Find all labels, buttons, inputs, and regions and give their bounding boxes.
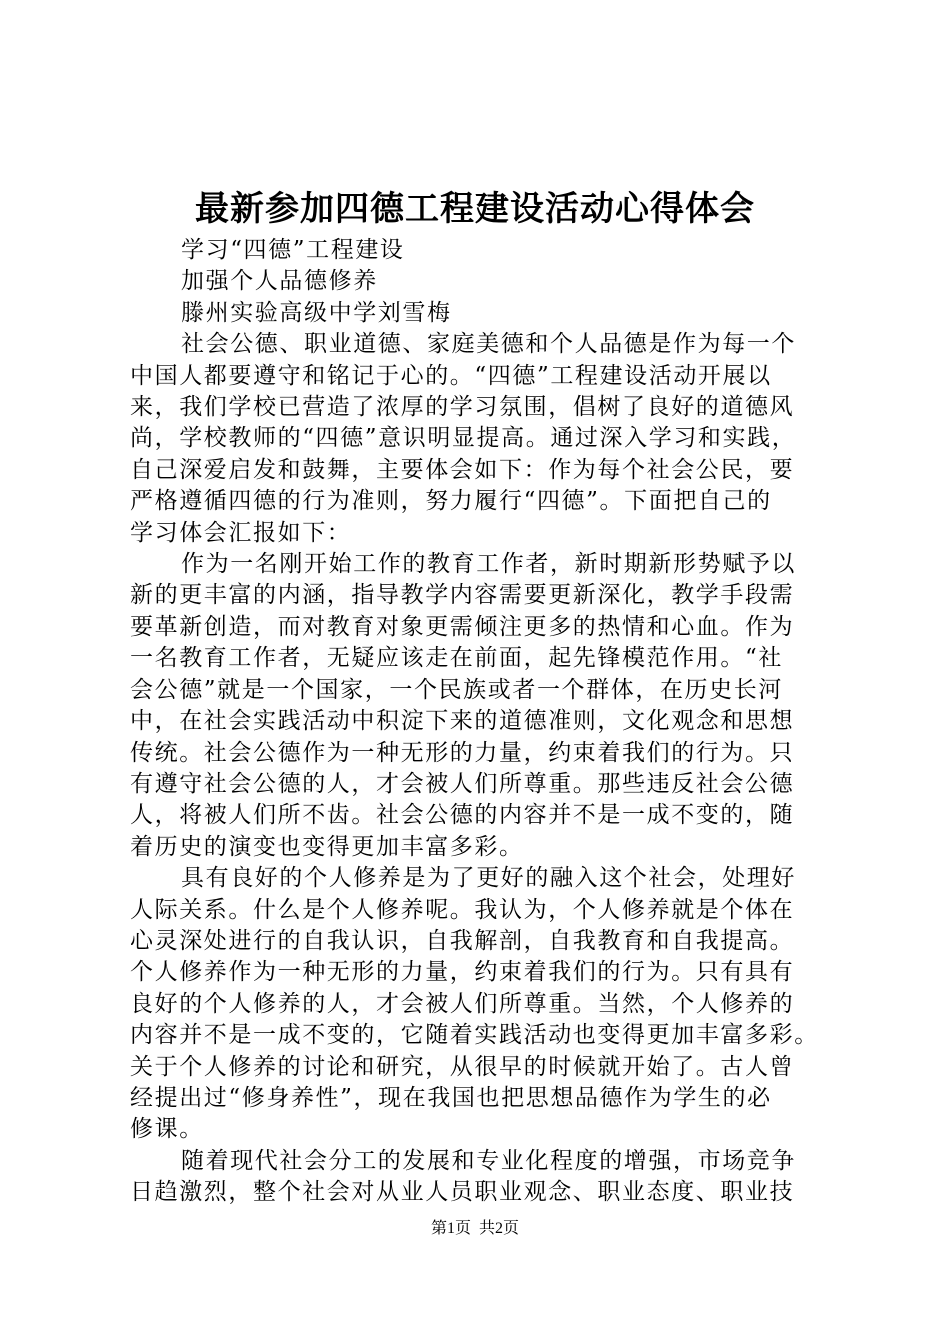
paragraph xyxy=(130,1146,850,1209)
paragraph-line: 要革新创造，而对教育对象更需倾注更多的热情和心血。作为 xyxy=(130,613,795,640)
paragraph-line: 人际关系。什么是个人修养呢。我认为，个人修养就是个体在 xyxy=(130,896,795,923)
paragraph-line: 严格遵循四德的行为准则，努力履行“四德”。下面把自己的 xyxy=(130,488,772,515)
paragraph-line: 有遵守社会公德的人，才会被人们所尊重。那些违反社会公德 xyxy=(130,770,795,797)
paragraph-line: 内容并不是一成不变的，它随着实践活动也变得更加丰富多彩。 xyxy=(130,1022,819,1049)
paragraph-line: 一名教育工作者，无疑应该走在前面，起先锋模范作用。“社 xyxy=(130,645,783,672)
paragraph-line: 修课。 xyxy=(130,1116,204,1143)
paragraph-line: 尚，学校教师的“四德”意识明显提高。通过深入学习和实践， xyxy=(130,425,797,452)
paragraph-line: 着历史的演变也变得更加丰富多彩。 xyxy=(130,833,524,860)
paragraph-line: 个人修养作为一种无形的力量，约束着我们的行为。只有具有 xyxy=(130,959,795,986)
paragraph-line: 心灵深处进行的自我认识，自我解剖，自我教育和自我提高。 xyxy=(130,927,795,954)
paragraph-line: 中国人都要遵守和铭记于心的。“四德”工程建设活动开展以 xyxy=(130,362,772,389)
paragraph-line: 良好的个人修养的人，才会被人们所尊重。当然，个人修养的 xyxy=(130,990,795,1017)
subtitle-line: 学习“四德”工程建设 xyxy=(181,237,405,263)
page-total: 共2页 xyxy=(479,1220,520,1237)
paragraph-line: 中，在社会实践活动中积淀下来的道德准则，文化观念和思想 xyxy=(130,708,795,735)
paragraph-line: 自己深爱启发和鼓舞，主要体会如下：作为每个社会公民，要 xyxy=(130,456,795,483)
paragraph xyxy=(130,863,850,1146)
paragraph-line: 传统。社会公德作为一种无形的力量，约束着我们的行为。只 xyxy=(130,739,795,766)
page-footer xyxy=(0,1218,950,1240)
paragraph-line: 关于个人修养的讨论和研究，从很早的时候就开始了。古人曾 xyxy=(130,1053,795,1080)
author-line: 滕州实验高级中学刘雪梅 xyxy=(181,299,452,326)
paragraph-line: 作为一名刚开始工作的教育工作者，新时期新形势赋予以 xyxy=(181,551,796,578)
paragraph-line: 新的更丰富的内涵，指导教学内容需要更新深化，教学手段需 xyxy=(130,582,795,609)
paragraph-line: 具有良好的个人修养是为了更好的融入这个社会，处理好 xyxy=(181,865,796,892)
paragraph-line: 随着现代社会分工的发展和专业化程度的增强，市场竞争 xyxy=(181,1147,796,1174)
paragraph-line: 学习体会汇报如下： xyxy=(130,519,352,546)
document-title: 最新参加四德工程建设活动心得体会 xyxy=(195,189,755,229)
paragraph xyxy=(130,329,850,549)
subtitle-line: 加强个人品德修养 xyxy=(181,268,378,295)
document-body xyxy=(130,235,850,1209)
paragraph-line: 社会公德、职业道德、家庭美德和个人品德是作为每一个 xyxy=(181,331,796,358)
paragraph-line: 人，将被人们所不齿。社会公德的内容并不是一成不变的，随 xyxy=(130,802,795,829)
paragraph-line: 经提出过“修身养性”，现在我国也把思想品德作为学生的必 xyxy=(130,1084,772,1111)
paragraph-line: 来，我们学校已营造了浓厚的学习氛围，倡树了良好的道德风 xyxy=(130,394,795,421)
page-number: 第1页 xyxy=(430,1220,471,1237)
paragraph-line: 日趋激烈，整个社会对从业人员职业观念、职业态度、职业技 xyxy=(130,1179,795,1206)
paragraph xyxy=(130,549,850,863)
paragraph-line: 会公德”就是一个国家，一个民族或者一个群体，在历史长河 xyxy=(130,676,783,703)
